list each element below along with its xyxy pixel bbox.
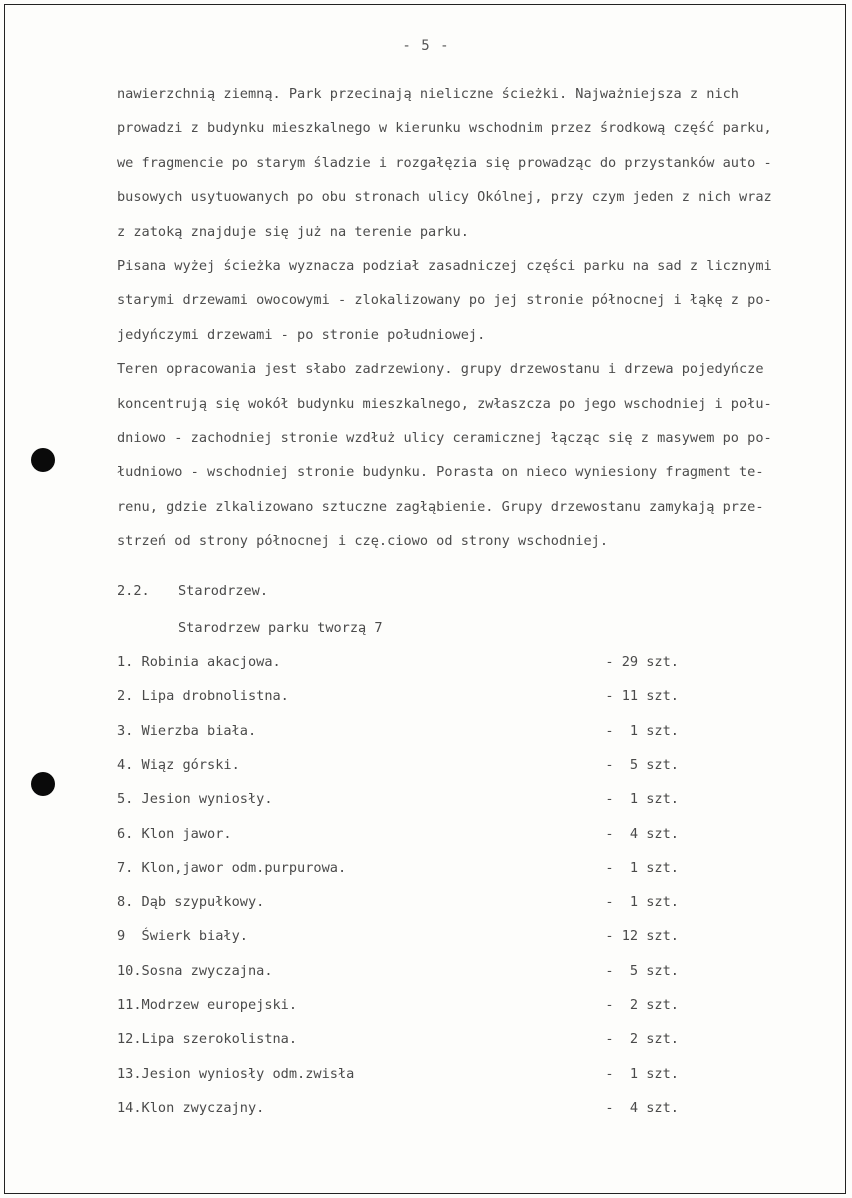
species-row bbox=[117, 826, 679, 846]
species-count: - 11 szt. bbox=[605, 688, 679, 705]
species-name: 3. Wierzba biała. bbox=[117, 722, 257, 739]
species-count: - 1 szt. bbox=[605, 894, 679, 911]
section-number: 2.2. bbox=[117, 583, 150, 599]
species-row bbox=[117, 997, 679, 1017]
species-count: - 12 szt. bbox=[605, 928, 679, 945]
species-count: - 4 szt. bbox=[605, 825, 679, 842]
species-count: - 2 szt. bbox=[605, 997, 679, 1013]
text-line: renu, gdzie zlkalizowano sztuczne zagłąbienie. Grupy drzewostanu zamykają prze- bbox=[117, 498, 764, 515]
species-row bbox=[117, 894, 679, 914]
species-count: - 1 szt. bbox=[605, 791, 679, 808]
species-row bbox=[117, 860, 679, 880]
species-row bbox=[117, 1031, 679, 1051]
species-name: 4. Wiąz górski. bbox=[117, 756, 240, 773]
species-count: - 5 szt. bbox=[605, 756, 679, 773]
species-count: - 4 szt. bbox=[605, 1099, 679, 1116]
text-line: starymi drzewami owocowymi - zlokalizowany po jej stronie północnej i łąkę z po- bbox=[117, 292, 772, 309]
text-line: Teren opracowania jest słabo zadrzewiony. grupy drzewostanu i drzewa pojedyńcze bbox=[117, 361, 764, 378]
text-line: łudniowo - wschodniej stronie budynku. Porasta on nieco wyniesiony fragment te- bbox=[117, 464, 764, 481]
species-row bbox=[117, 963, 679, 983]
species-count: - 1 szt. bbox=[605, 722, 679, 739]
species-row bbox=[117, 1100, 679, 1120]
text-line: strzeń od strony północnej i czę.ciowo od strony wschodniej. bbox=[117, 533, 609, 550]
section-intro: Starodrzew parku tworzą 7 bbox=[178, 620, 383, 636]
text-line: Pisana wyżej ścieżka wyznacza podział zasadniczej części parku na sad z licznymi bbox=[117, 258, 772, 274]
text-line: z zatoką znajduje się już na terenie parku. bbox=[117, 223, 469, 240]
species-name: 2. Lipa drobnolistna. bbox=[117, 688, 289, 705]
text-line: nawierzchnią ziemną. Park przecinają nieliczne ścieżki. Najważniejsza z nich bbox=[117, 86, 739, 102]
species-count: - 2 szt. bbox=[605, 1031, 679, 1048]
text-line: jedyńczymi drzewami - po stronie południowej. bbox=[117, 326, 486, 343]
species-row bbox=[117, 723, 679, 743]
page-number: - 5 - bbox=[402, 38, 450, 54]
species-count: - 1 szt. bbox=[605, 859, 679, 876]
species-row bbox=[117, 757, 679, 777]
species-count: - 5 szt. bbox=[605, 962, 679, 979]
punch-hole-top bbox=[31, 448, 55, 472]
text-line: prowadzi z budynku mieszkalnego w kierunku wschodnim przez środkową część parku, bbox=[117, 120, 772, 137]
species-name: 1. Robinia akacjowa. bbox=[117, 654, 281, 670]
species-name: 8. Dąb szypułkowy. bbox=[117, 894, 265, 911]
species-name: 9 Świerk biały. bbox=[117, 928, 248, 945]
species-count: - 29 szt. bbox=[605, 654, 679, 670]
species-name: 14.Klon zwyczajny. bbox=[117, 1099, 265, 1116]
section-title: Starodrzew. bbox=[178, 583, 269, 599]
text-line: busowych usytuowanych po obu stronach ulicy Okólnej, przy czym jeden z nich wraz bbox=[117, 189, 772, 206]
species-name: 5. Jesion wyniosły. bbox=[117, 791, 273, 808]
species-row bbox=[117, 688, 679, 708]
text-line: koncentrują się wokół budynku mieszkalnego, zwłaszcza po jego wschodniej i połu- bbox=[117, 395, 772, 412]
species-row bbox=[117, 791, 679, 811]
text-line: we fragmencie po starym śladzie i rozgałęzia się prowadząc do przystanków auto - bbox=[117, 154, 772, 171]
species-row bbox=[117, 1066, 679, 1086]
species-row bbox=[117, 928, 679, 948]
species-name: 11.Modrzew europejski. bbox=[117, 997, 298, 1013]
species-name: 7. Klon,jawor odm.purpurowa. bbox=[117, 859, 347, 876]
species-name: 13.Jesion wyniosły odm.zwisła bbox=[117, 1065, 355, 1082]
species-name: 10.Sosna zwyczajna. bbox=[117, 962, 273, 979]
text-line: dniowo - zachodniej stronie wzdłuż ulicy ceramicznej łącząc się z masywem po po- bbox=[117, 430, 772, 446]
species-row bbox=[117, 654, 679, 674]
species-name: 6. Klon jawor. bbox=[117, 825, 232, 842]
species-name: 12.Lipa szerokolistna. bbox=[117, 1031, 298, 1048]
punch-hole-bottom bbox=[31, 772, 55, 796]
species-count: - 1 szt. bbox=[605, 1065, 679, 1082]
